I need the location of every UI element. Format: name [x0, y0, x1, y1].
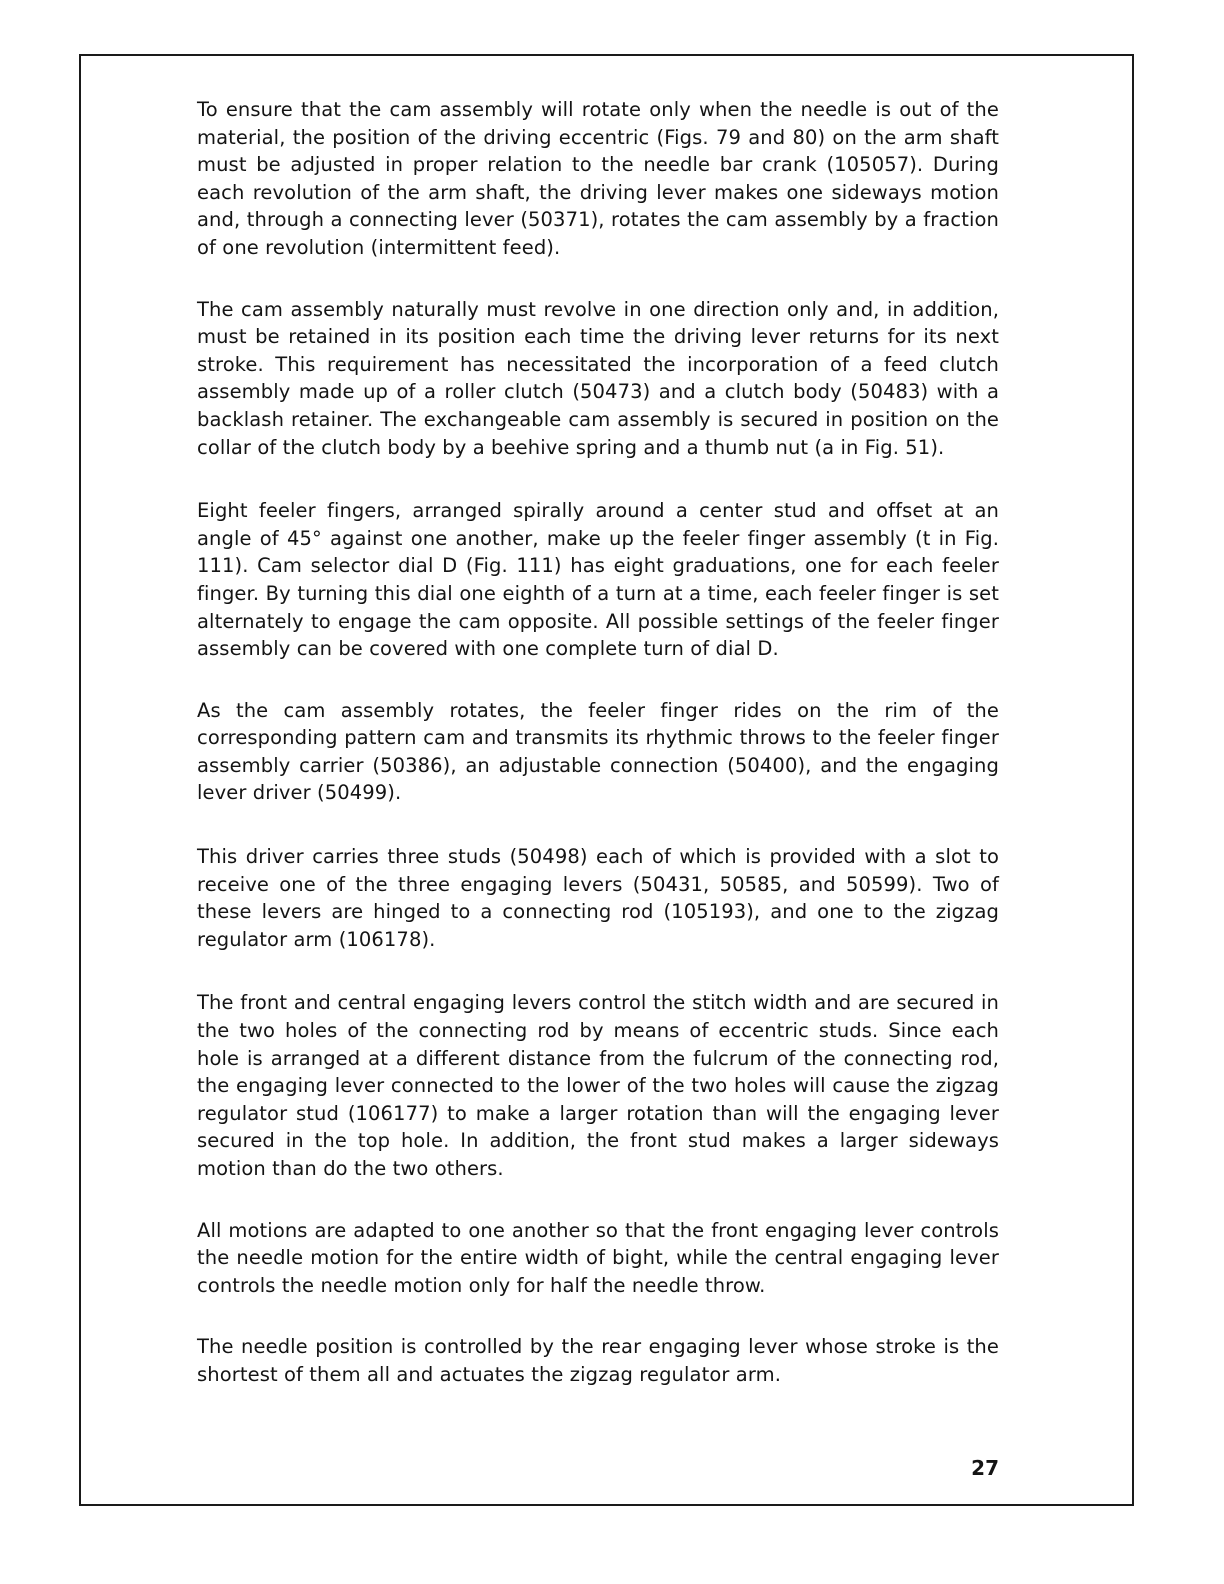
body-text	[197, 96, 999, 1423]
paragraph-feeler-fingers: Eight feeler fingers, arranged spirally around a center stud and offset at an angle of 45° against one another, make up the feeler finger assembly (t in Fig. 111). Cam selector dial D (Fig. 111) has eight graduations, one for each feeler finger. By turning this dial one eighth of a turn at a time, each feeler finger is set alternately to engage the cam opposite. All possible settings of the feeler finger assembly can be covered with one complete turn of dial D.	[197, 499, 999, 661]
paragraph-driver-studs: This driver carries three studs (50498) each of which is provided with a slot to receive one of the three engaging levers (50431, 50585, and 50599). Two of these levers are hinged to a connecting rod (105193), and one to the zigzag regulator arm (106178).	[197, 845, 999, 951]
paragraph-engaging-levers: The front and central engaging levers control the stitch width and are secured in the two holes of the connecting rod by means of eccentric studs. Since each hole is arranged at a different distance from the fulcrum of the connecting rod, the engaging lever connected to the lower of the two holes will cause the zigzag regulator stud (106177) to make a larger rotation than will the engaging lever secured in the top hole. In addition, the front stud makes a larger sideways motion than do the two others.	[197, 991, 999, 1180]
paragraph-motions-adapted: All motions are adapted to one another so that the front engaging lever controls the needle motion for the entire width of bight, while the central engaging lever controls the needle motion only for half the needle throw.	[197, 1218, 999, 1297]
page-number: 27	[971, 1456, 999, 1480]
paragraph-cam-rotation: To ensure that the cam assembly will rotate only when the needle is out of the material, the position of the driving eccentric (Figs. 79 and 80) on the arm shaft must be adjusted in proper relation to the needle bar crank (105057). During each revolution of the arm shaft, the driving lever makes one sideways motion and, through a connecting lever (50371), rotates the cam assembly by a fraction of one revolution (intermittent feed).	[197, 98, 999, 259]
paragraph-needle-position: The needle position is controlled by the rear engaging lever whose stroke is the shortest of them all and actuates the zigzag regulator arm.	[197, 1335, 999, 1386]
paragraph-feeler-finger-ride: As the cam assembly rotates, the feeler finger rides on the rim of the corresponding pattern cam and transmits its rhythmic throws to the feeler finger assembly carrier (50386), an adjustable connection (50400), and the engaging lever driver (50499).	[197, 698, 999, 805]
paragraph-feed-clutch: The cam assembly naturally must revolve in one direction only and, in addition, must be retained in its position each time the driving lever returns for its next stroke. This requirement has necessitated the incorporation of a feed clutch assembly made up of a roller clutch (50473) and a clutch body (50483) with a backlash retainer. The exchangeable cam assembly is secured in position on the collar of the clutch body by a beehive spring and a thumb nut (a in Fig. 51).	[197, 297, 999, 459]
